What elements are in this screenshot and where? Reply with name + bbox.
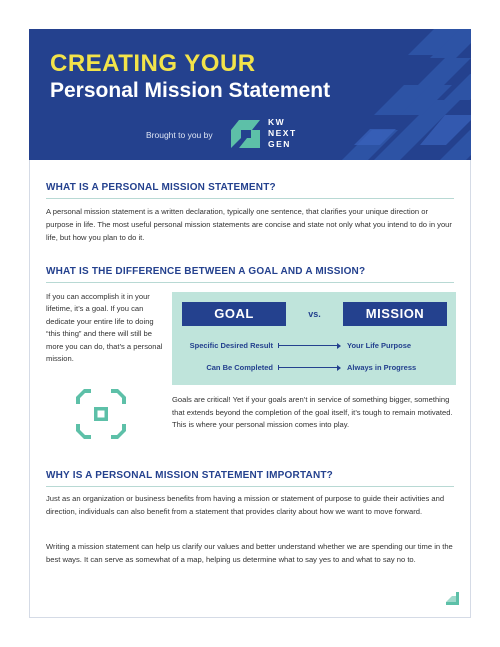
- section-heading-what: WHAT IS A PERSONAL MISSION STATEMENT?: [46, 182, 276, 193]
- goal-mission-comparison: [172, 292, 456, 385]
- frame-corners-icon: [74, 387, 128, 441]
- header-banner: [29, 29, 471, 160]
- goals-paragraph: Goals are critical! Yet if your goals aren’t in service of something bigger, something that extends beyond the completion of the goal itself, it’s tough to remain motivated. This is where your personal mission comes into play.: [172, 395, 453, 430]
- title-line-1: CREATING YOUR: [50, 50, 256, 77]
- logo-wordmark: [268, 117, 297, 150]
- brought-by-text: Brought to you by: [146, 130, 213, 140]
- kw-nextgen-logo-icon: [229, 117, 263, 151]
- section-divider: [46, 282, 454, 283]
- section-heading-why: WHY IS A PERSONAL MISSION STATEMENT IMPORTANT?: [46, 470, 333, 481]
- what-paragraph: A personal mission statement is a written declaration, typically one sentence, that clarifies your unique direction or purpose in life. The most useful personal mission statements are concise and state not only what you intend to do in your life, but how you plan to do it.: [46, 207, 452, 242]
- goal-row-2: Can Be Completed: [206, 363, 273, 372]
- why-paragraph-2: Writing a mission statement can help us clarify our values and better understand whether we are spending our time in the best ways. It can serve as somewhat of a map, helping us determine what to say yes to and what to say no to.: [46, 542, 453, 564]
- mission-row-1: Your Life Purpose: [347, 341, 412, 350]
- goal-label: GOAL: [182, 302, 286, 326]
- chevron-pattern-icon: [334, 29, 471, 160]
- mission-label: MISSION: [343, 302, 447, 326]
- arrow-connector: [278, 367, 340, 368]
- section-divider: [46, 198, 454, 199]
- section-heading-difference: WHAT IS THE DIFFERENCE BETWEEN A GOAL AND A MISSION?: [46, 266, 366, 277]
- goal-row-1: Specific Desired Result: [189, 341, 273, 350]
- logo-line: GEN: [268, 139, 291, 149]
- vs-label: vs.: [308, 309, 321, 319]
- goal-vs-mission-explanation: If you can accomplish it in your lifetime, it’s a goal. If you can dedicate your entire life to doing “this thing” and there will still be more you can do, that’s a personal mission.: [46, 292, 163, 364]
- mission-row-2: Always in Progress: [347, 363, 417, 372]
- arrow-connector: [278, 345, 340, 346]
- title-line-2: Personal Mission Statement: [50, 79, 331, 102]
- section-divider: [46, 486, 454, 487]
- corner-bracket-icon: [443, 589, 459, 605]
- logo-line: NEXT: [268, 128, 297, 138]
- why-paragraph-1: Just as an organization or business benefits from having a mission or statement of purpose to guide their activities and direction, individuals can also benefit from a statement that provides clarity about how we want to move forward.: [46, 494, 445, 516]
- logo-line: KW: [268, 117, 286, 127]
